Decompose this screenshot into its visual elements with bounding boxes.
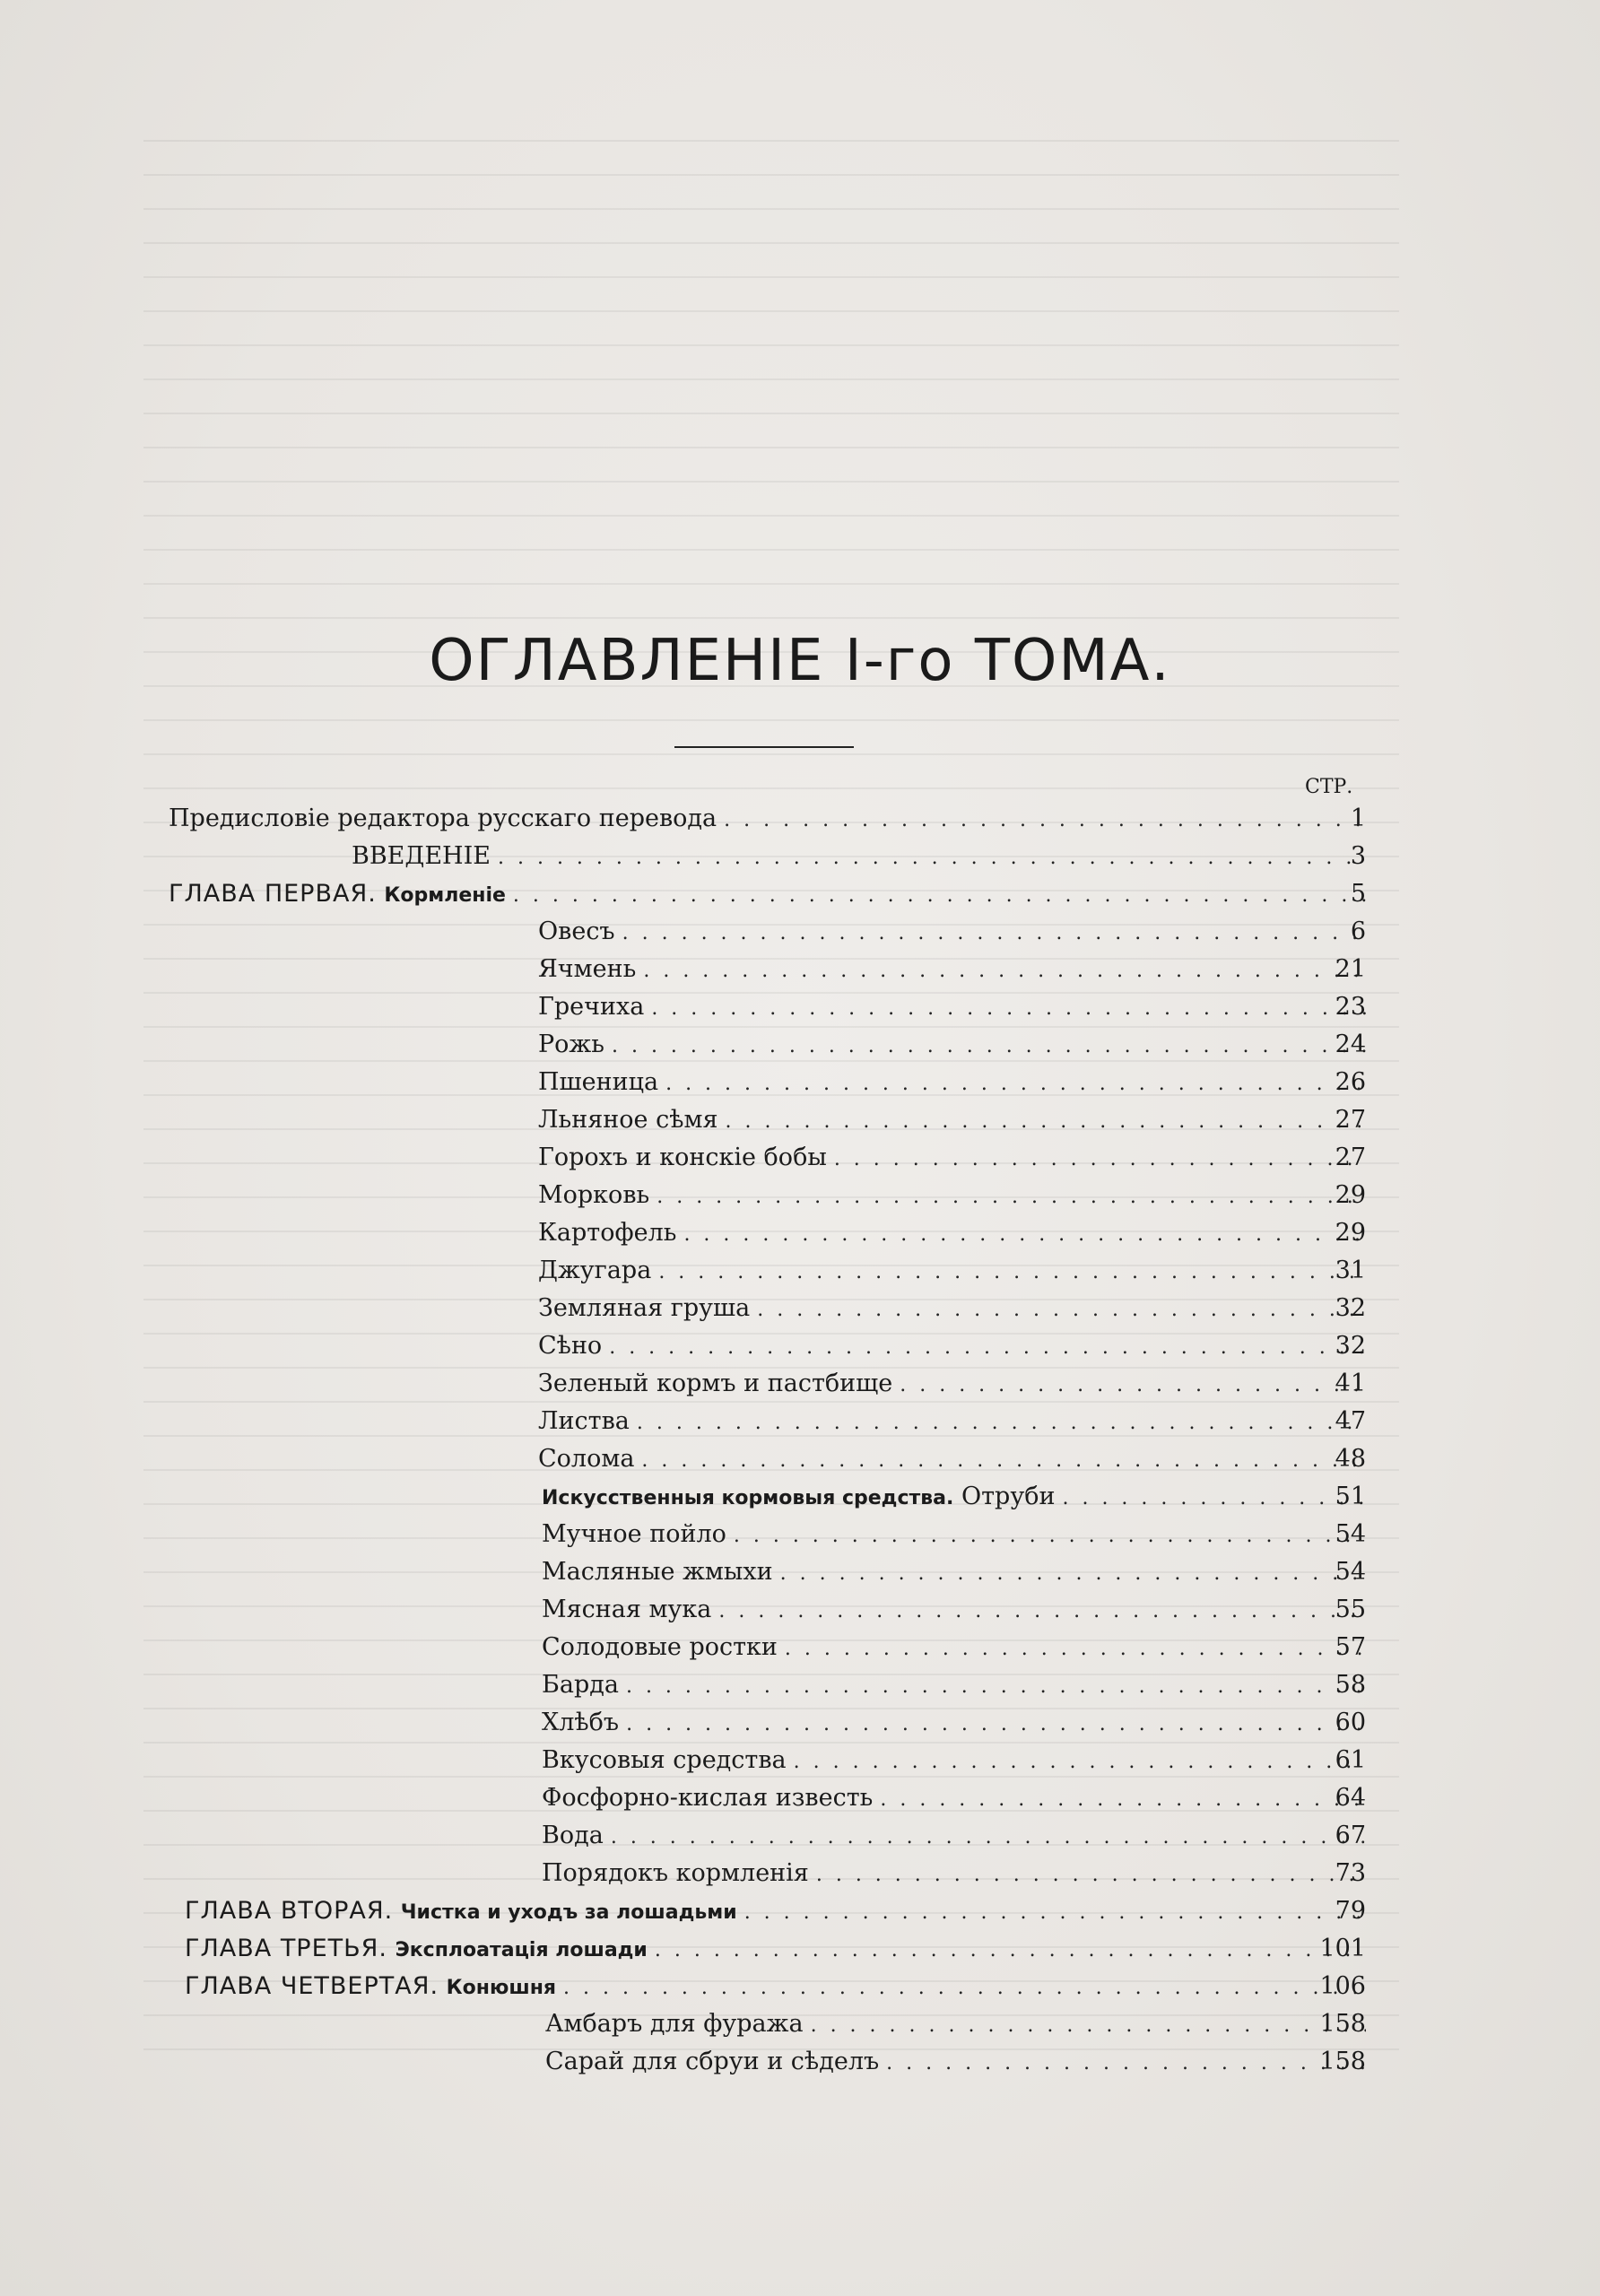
toc-entry-label: Амбаръ для фуража [545, 2010, 804, 2038]
toc-entry-page: 47 [1335, 1407, 1366, 1435]
toc-entry-page: 21 [1335, 955, 1366, 983]
leader-dots [611, 1819, 1366, 1857]
toc-entry [185, 1968, 1366, 2005]
toc-entry-label-bold: Кормленіе [384, 884, 506, 907]
leader-dots [641, 1442, 1366, 1480]
toc-entry [538, 1214, 1366, 1252]
leader-dots [513, 877, 1366, 915]
toc-entry-page: 79 [1335, 1897, 1366, 1925]
leader-dots [880, 1781, 1366, 1819]
toc-entry [542, 1742, 1366, 1779]
toc-entry-label: Гречиха [538, 993, 645, 1021]
toc-entry-label: Отруби [961, 1483, 1056, 1510]
leader-dots [734, 1518, 1366, 1555]
leader-dots [651, 990, 1366, 1028]
leader-dots [622, 915, 1366, 952]
toc-entry [169, 875, 1366, 913]
toc-entry-label-bold: Конюшня [446, 1977, 557, 1999]
toc-entry-label: Ячмень [538, 955, 637, 983]
toc-entry-page: 58 [1335, 1671, 1366, 1699]
page-title: ОГЛАВЛЕНІЕ I-го ТОМА. [429, 628, 1171, 694]
toc-entry [538, 1139, 1366, 1177]
toc-entry-page: 158 [1319, 2048, 1366, 2075]
leader-dots [626, 1668, 1366, 1706]
leader-dots [665, 1065, 1366, 1103]
toc-entry-label: Мучное пойло [542, 1520, 726, 1548]
toc-entry-label: Пшеница [538, 1068, 659, 1096]
toc-entry [542, 1591, 1366, 1629]
toc-entry-page: 158 [1319, 2010, 1366, 2038]
leader-dots [657, 1178, 1366, 1216]
leader-dots [683, 1216, 1366, 1254]
toc-entry-page: 1 [1350, 804, 1366, 832]
toc-entry-page: 67 [1335, 1822, 1366, 1849]
toc-entry-page: 48 [1335, 1445, 1366, 1473]
toc-entry-page: 54 [1335, 1558, 1366, 1586]
toc-entry-page: 31 [1335, 1257, 1366, 1284]
toc-entry-label: Сарай для сбруи и сѣделъ [545, 2048, 880, 2075]
leader-dots [816, 1857, 1366, 1894]
toc-entry [538, 1026, 1366, 1064]
toc-entry-page: 32 [1335, 1332, 1366, 1360]
toc-entry [538, 1252, 1366, 1290]
toc-entry [538, 988, 1366, 1026]
toc-entry-page: 64 [1335, 1784, 1366, 1812]
toc-entry-label: ГЛАВА ТРЕТЬЯ. [185, 1935, 388, 1962]
toc-entry-label: Солодовые ростки [542, 1633, 778, 1661]
toc-entry-page: 51 [1335, 1483, 1366, 1510]
toc-entry-page: 41 [1335, 1370, 1366, 1397]
toc-entry [538, 1327, 1366, 1365]
toc-entry-page: 29 [1335, 1181, 1366, 1209]
toc-entry [542, 1478, 1366, 1516]
leader-dots [811, 2007, 1366, 2045]
toc-entry-label: Картофель [538, 1219, 677, 1247]
leader-dots [658, 1254, 1366, 1292]
toc-entry-label: Горохъ и конскіе бобы [538, 1144, 827, 1171]
toc-entry-label: Фосфорно-кислая известь [542, 1784, 874, 1812]
toc-entry-page: 106 [1319, 1972, 1366, 2000]
toc-entry [542, 1779, 1366, 1817]
leader-dots [498, 839, 1366, 877]
toc-entry-label-bold: Эксплоатація лошади [395, 1939, 648, 1961]
toc-entry-page: 54 [1335, 1520, 1366, 1548]
toc-entry-page: 29 [1335, 1219, 1366, 1247]
toc-entry [542, 1855, 1366, 1892]
leader-dots [886, 2045, 1366, 2083]
toc-entry-page: 24 [1335, 1031, 1366, 1058]
leader-dots [718, 1593, 1366, 1631]
toc-entry [185, 1930, 1366, 1968]
toc-entry-label: Барда [542, 1671, 619, 1699]
toc-entry-page: 5 [1350, 880, 1366, 908]
toc-entry-label: Предисловіе редактора русскаго перевода [169, 804, 717, 832]
toc-entry [542, 1704, 1366, 1742]
leader-dots [834, 1141, 1366, 1178]
toc-entry-label: Вода [542, 1822, 604, 1849]
toc-entry [538, 1064, 1366, 1101]
leader-dots [609, 1329, 1366, 1367]
toc-entry-label-bold: Искусственныя кормовыя средства. [542, 1487, 954, 1509]
toc-entry-label: Листва [538, 1407, 630, 1435]
toc-entry-label: Вкусовыя средства [542, 1746, 787, 1774]
toc-entry-label: Земляная груша [538, 1294, 751, 1322]
toc-entry-label: Джугара [538, 1257, 652, 1284]
toc-entry-page: 61 [1335, 1746, 1366, 1774]
toc-entry-page: 26 [1335, 1068, 1366, 1096]
toc-entry-page: 101 [1319, 1935, 1366, 1962]
toc-entry-label: ГЛАВА ЧЕТВЕРТАЯ. [185, 1972, 439, 2000]
toc-entry [545, 2005, 1366, 2043]
toc-entry-page: 60 [1335, 1709, 1366, 1736]
toc-entry [538, 1403, 1366, 1440]
toc-entry-page: 32 [1335, 1294, 1366, 1322]
toc-entry-label: Хлѣбъ [542, 1709, 620, 1736]
toc-entry [538, 913, 1366, 951]
leader-dots [794, 1744, 1366, 1781]
toc-entry-label-bold: Чистка и уходъ за лошадьми [400, 1901, 737, 1924]
toc-entry-label: Морковь [538, 1181, 650, 1209]
toc-entry-label: Овесъ [538, 918, 615, 945]
toc-entry-label: ГЛАВА ПЕРВАЯ. [169, 880, 377, 908]
toc-entry [542, 1629, 1366, 1666]
leader-dots [563, 1970, 1366, 2007]
toc-entry-page: 57 [1335, 1633, 1366, 1661]
toc-entry-page: 6 [1350, 918, 1366, 945]
toc-entry-page: 23 [1335, 993, 1366, 1021]
toc-entry-label: Льняное сѣмя [538, 1106, 718, 1134]
toc-entry [545, 2043, 1366, 2081]
toc-entry-page: 73 [1335, 1859, 1366, 1887]
toc-entry [352, 838, 1366, 875]
toc-entry-label: Сѣно [538, 1332, 603, 1360]
toc-entry-label: Масляные жмыхи [542, 1558, 773, 1586]
toc-entry [538, 1101, 1366, 1139]
leader-dots [757, 1292, 1366, 1329]
toc-entry-page: 27 [1335, 1106, 1366, 1134]
toc-entry [538, 1290, 1366, 1327]
title-rule [674, 746, 854, 748]
leader-dots [785, 1631, 1366, 1668]
toc-entry [538, 1440, 1366, 1478]
toc-entry [185, 1892, 1366, 1930]
toc-entry-label: Зеленый кормъ и пастбище [538, 1370, 893, 1397]
leader-dots [780, 1555, 1366, 1593]
toc-entry-page: 27 [1335, 1144, 1366, 1171]
toc-entry-label: Мясная мука [542, 1596, 712, 1623]
toc-entry [542, 1553, 1366, 1591]
leader-dots [726, 1103, 1366, 1141]
toc-entry-page: 55 [1335, 1596, 1366, 1623]
toc-entry [542, 1666, 1366, 1704]
leader-dots [655, 1932, 1366, 1970]
toc-entry-label: ГЛАВА ВТОРАЯ. [185, 1897, 394, 1925]
toc-entry [169, 800, 1366, 838]
leader-dots [612, 1028, 1366, 1065]
leader-dots [744, 1894, 1366, 1932]
leader-dots [626, 1706, 1366, 1744]
toc-entry-page: 3 [1350, 842, 1366, 870]
leader-dots [900, 1367, 1366, 1405]
page-column-header: СТР. [1305, 776, 1353, 798]
leader-dots [724, 802, 1366, 839]
toc-entry-label: Рожь [538, 1031, 604, 1058]
leader-dots [643, 952, 1366, 990]
toc-entry-label: ВВЕДЕНІЕ [352, 842, 491, 870]
toc-entry [542, 1516, 1366, 1553]
toc-entry-label-bold: Порядокъ кормленія [542, 1859, 809, 1887]
toc-entry [538, 1365, 1366, 1403]
leader-dots [637, 1405, 1366, 1442]
toc-entry-label: Солома [538, 1445, 635, 1473]
toc-entry [538, 1177, 1366, 1214]
toc-entry [542, 1817, 1366, 1855]
toc-entry [538, 951, 1366, 988]
